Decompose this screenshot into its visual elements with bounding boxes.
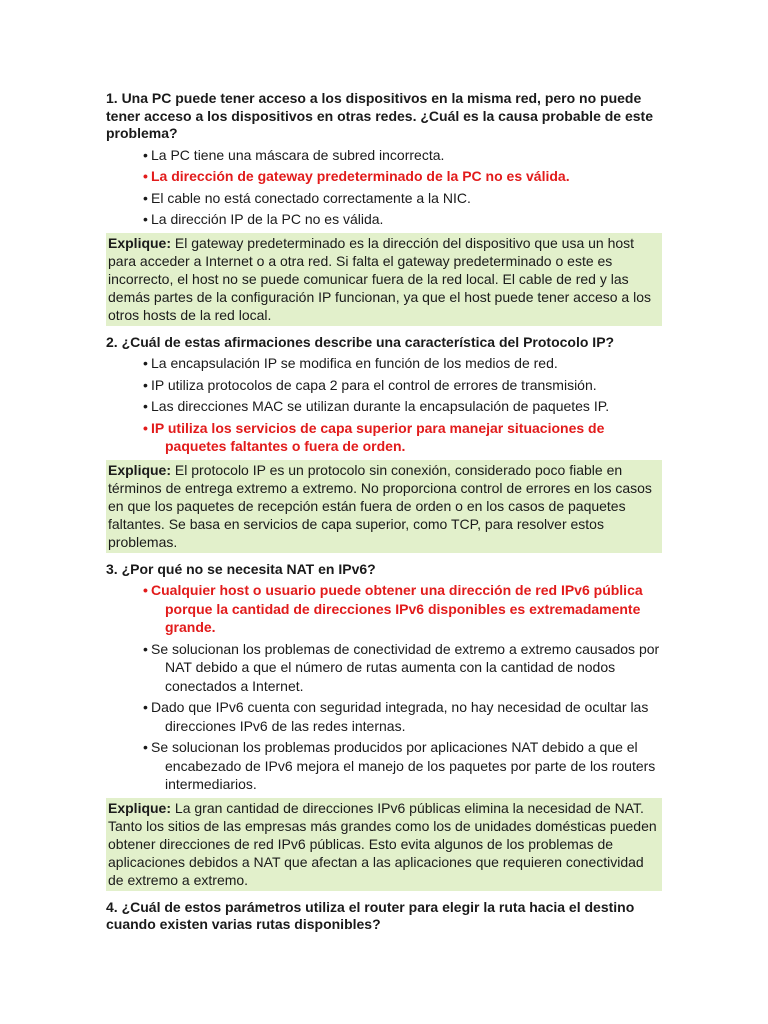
explanation-text: El gateway predeterminado es la dirección del dispositivo que usa un host para acceder a Internet o a otra red. Si falta el gateway predeterminado o este es incorrecto, el host no se puede comunicar fuera de la red local. El cable de red y las demás partes de la configuración IP funcionan, ya que el host puede tener acceso a los otros hosts de la red local. [108,234,651,324]
option-item: • La dirección IP de la PC no es válida. [143,210,662,229]
question-block-2 [106,334,662,553]
question-4-text: 4. ¿Cuál de estos parámetros utiliza el router para elegir la ruta hacia el destino cuando existen varias rutas disponibles? [106,898,635,933]
correct-option-item: • IP utiliza los servicios de capa superior para manejar situaciones de paquetes faltantes o fuera de orden. [143,419,662,456]
question-3-text: 3. ¿Por qué no se necesita NAT en IPv6? [106,560,376,577]
option-item: • La PC tiene una máscara de subred incorrecta. [143,146,662,165]
question-2-options [106,354,662,456]
question-3-options [106,581,662,794]
explanation-label: Explique: [108,461,172,478]
option-item: • Las direcciones MAC se utilizan durante la encapsulación de paquetes IP. [143,397,662,416]
explanation-text: El protocolo IP es un protocolo sin conexión, considerado poco fiable en términos de entrega extremo a extremo. No proporciona control de errores en los casos en que los paquetes de recepción están fuera de orden o en los casos de paquetes faltantes. Se basa en servicios de capa superior, como TCP, para resolver estos problemas. [108,461,652,551]
option-item: • El cable no está conectado correctamente a la NIC. [143,189,662,208]
correct-option-item: • Cualquier host o usuario puede obtener una dirección de red IPv6 pública porque la cantidad de direcciones IPv6 disponibles es extremadamente grande. [143,581,662,637]
explanation-text: La gran cantidad de direcciones IPv6 públicas elimina la necesidad de NAT. Tanto los sitios de las empresas más grandes como los de unidades domésticas pueden obtener direcciones de red IPv6 públicas. Esto evita algunos de los problemas de aplicaciones debidos a NAT que afectan a las aplicaciones que requieren conectividad de extremo a extremo. [108,799,657,889]
option-item: • La encapsulación IP se modifica en función de los medios de red. [143,354,662,373]
question-block-1 [106,90,662,326]
explanation-label: Explique: [108,799,172,816]
option-item: • Dado que IPv6 cuenta con seguridad integrada, no hay necesidad de ocultar las direcciones IPv6 de las redes internas. [143,698,662,735]
explanation-label: Explique: [108,234,172,251]
correct-option-item: • La dirección de gateway predeterminado de la PC no es válida. [143,167,662,186]
explanation-box-3 [106,798,662,891]
question-block-4 [106,899,662,934]
option-item: • IP utiliza protocolos de capa 2 para el control de errores de transmisión. [143,376,662,395]
question-block-3 [106,561,662,891]
explanation-box-1 [106,233,662,326]
explanation-box-2 [106,460,662,553]
option-item: • Se solucionan los problemas producidos por aplicaciones NAT debido a que el encabezado de IPv6 mejora el manejo de los paquetes por parte de los routers intermediarios. [143,738,662,794]
question-2-text: 2. ¿Cuál de estas afirmaciones describe una característica del Protocolo IP? [106,333,615,350]
question-1-text: 1. Una PC puede tener acceso a los dispositivos en la misma red, pero no puede tener acceso a los dispositivos en otras redes. ¿Cuál es la causa probable de este problema? [106,90,653,141]
question-1-options [106,146,662,229]
option-item: • Se solucionan los problemas de conectividad de extremo a extremo causados por NAT debido a que el número de rutas aumenta con la cantidad de nodos conectados a Internet. [143,640,662,696]
